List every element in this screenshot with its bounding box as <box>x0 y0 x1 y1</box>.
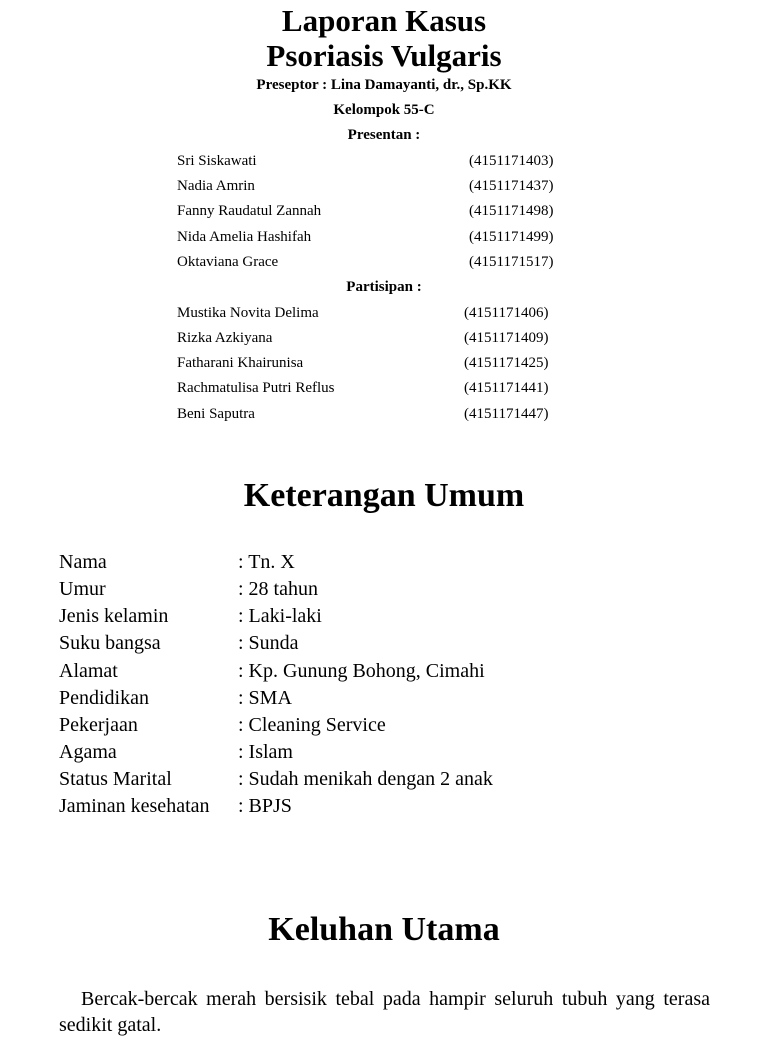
info-value: : Sunda <box>238 632 299 654</box>
info-row <box>59 577 719 601</box>
info-label: Jaminan kesehatan <box>59 795 210 817</box>
info-label: Umur <box>59 578 106 600</box>
participant-id: (4151171447) <box>464 406 549 422</box>
info-label: Status Marital <box>59 768 172 790</box>
report-title-line1: Laporan Kasus <box>281 3 487 38</box>
info-value: : Kp. Gunung Bohong, Cimahi <box>238 660 485 682</box>
report-title-line2: Psoriasis Vulgaris <box>266 38 502 73</box>
participant-id: (4151171425) <box>464 355 549 371</box>
presenter-id: (4151171437) <box>469 178 554 194</box>
presenters-heading: Presentan : <box>347 127 421 143</box>
info-value: : Laki-laki <box>238 605 322 627</box>
info-label: Jenis kelamin <box>59 605 169 627</box>
group-line: Kelompok 55-C <box>333 102 435 118</box>
presenter-id: (4151171403) <box>469 153 554 169</box>
participant-id: (4151171406) <box>464 305 549 321</box>
participant-id: (4151171409) <box>464 330 549 346</box>
info-row <box>59 659 719 683</box>
presenter-id: (4151171499) <box>469 229 554 245</box>
info-label: Suku bangsa <box>59 632 161 654</box>
info-label: Pendidikan <box>59 687 149 709</box>
participant-name: Beni Saputra <box>177 406 255 422</box>
info-value: : BPJS <box>238 795 292 817</box>
presenter-id: (4151171517) <box>469 254 554 270</box>
info-row <box>59 713 719 737</box>
info-row <box>59 604 719 628</box>
participant-name: Mustika Novita Delima <box>177 305 319 321</box>
info-value: : Sudah menikah dengan 2 anak <box>238 768 493 790</box>
info-label: Agama <box>59 741 117 763</box>
info-value: : 28 tahun <box>238 578 318 600</box>
presenter-name: Oktaviana Grace <box>177 254 279 270</box>
info-label: Alamat <box>59 660 118 682</box>
presenter-name: Sri Siskawati <box>177 153 257 169</box>
presenter-name: Nadia Amrin <box>177 178 255 194</box>
general-info-heading: Keterangan Umum <box>243 477 525 514</box>
presenter-name: Nida Amelia Hashifah <box>177 229 312 245</box>
info-label: Nama <box>59 551 107 573</box>
info-value: : Cleaning Service <box>238 714 386 736</box>
presenter-id: (4151171498) <box>469 203 554 219</box>
chief-complaint-heading: Keluhan Utama <box>268 911 500 948</box>
preceptor-line: Preseptor : Lina Damayanti, dr., Sp.KK <box>256 77 512 93</box>
participant-id: (4151171441) <box>464 380 549 396</box>
info-value: : SMA <box>238 687 292 709</box>
participant-name: Rachmatulisa Putri Reflus <box>177 380 335 396</box>
participant-name: Rizka Azkiyana <box>177 330 273 346</box>
presenter-name: Fanny Raudatul Zannah <box>177 203 322 219</box>
info-value: : Islam <box>238 741 293 763</box>
participants-heading: Partisipan : <box>346 279 422 295</box>
info-row <box>59 767 719 791</box>
info-row <box>59 740 719 764</box>
info-row <box>59 686 719 710</box>
info-row <box>59 631 719 655</box>
participant-name: Fatharani Khairunisa <box>177 355 304 371</box>
info-value: : Tn. X <box>238 551 295 573</box>
chief-complaint-text: Bercak-bercak merah bersisik tebal pada hampir seluruh tubuh yang terasa sedikit gatal. <box>59 988 710 1036</box>
info-label: Pekerjaan <box>59 714 138 736</box>
info-row <box>59 794 719 818</box>
info-row <box>59 550 719 574</box>
